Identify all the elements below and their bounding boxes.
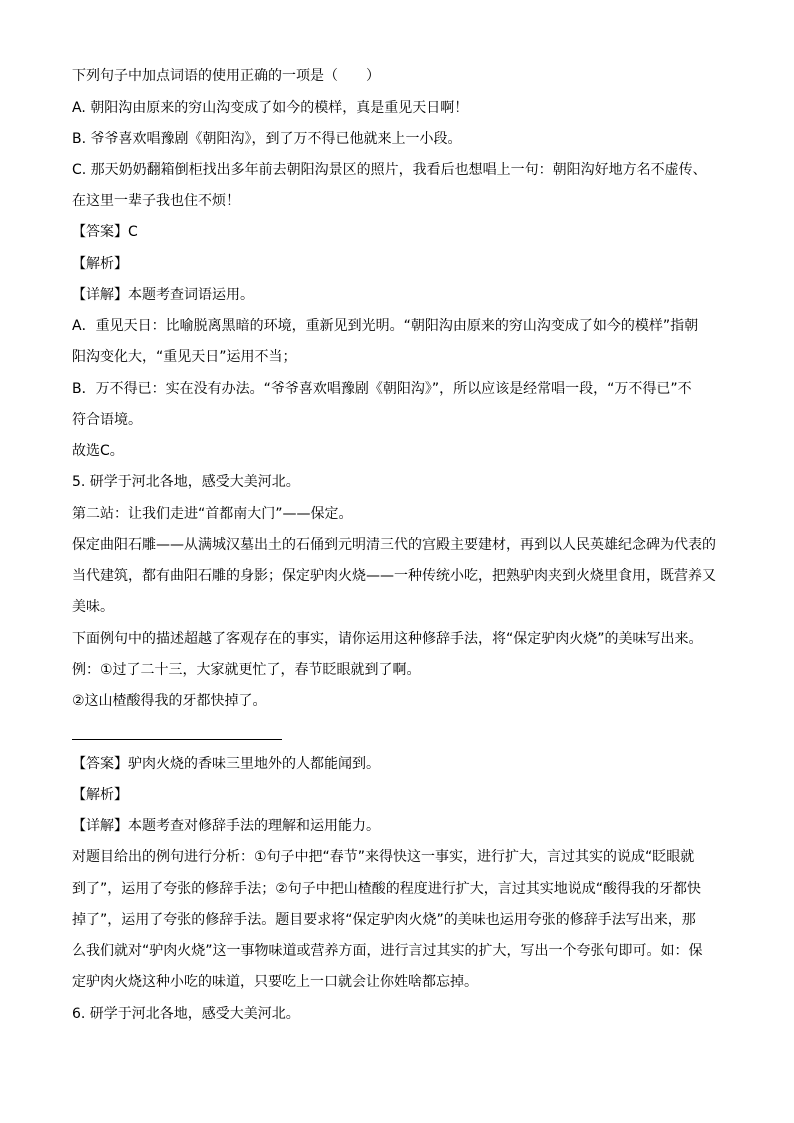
station-two: 第二站：让我们走进“首都南大门”——保定。: [72, 506, 353, 522]
option-c-line-2: 在这里一辈子我也住不烦！: [72, 193, 240, 209]
stone-carving-line-1: 保定曲阳石雕——从满城汉墓出土的石俑到元明清三代的宫殿主要建材，再到以人民英雄纪念碑为代表的: [72, 537, 716, 553]
question-5-prompt: 下面例句中的描述超越了客观存在的事实，请你运用这种修辞手法，将“保定驴肉火烧”的美味写出来。: [72, 631, 703, 647]
option-c-line-1: C. 那天奶奶翻箱倒柜找出多年前去朝阳沟景区的照片，我看后也想唱上一句：朝阳沟好地方名不虚传、: [72, 162, 707, 178]
stone-carving-line-3: 美味。: [72, 599, 114, 615]
detail-5-line-3: 掉了”，运用了夸张的修辞手法。题目要求将“保定驴肉火烧”的美味也运用夸张的修辞手法写出来，那: [72, 912, 696, 928]
choice-conclusion: 故选C。: [72, 443, 124, 459]
analysis-label-5: 【解析】: [72, 787, 128, 803]
example-2: ②这山楂酸得我的牙都快掉了。: [72, 693, 267, 709]
detail-5-line-5: 定驴肉火烧这种小吃的味道，只要吃上一口就会让你姓啥都忘掉。: [72, 974, 478, 990]
detail-label-5: 【详解】本题考查对修辞手法的理解和运用能力。: [72, 818, 380, 834]
question-6-heading: 6. 研学于河北各地，感受大美河北。: [72, 1006, 300, 1022]
question-stem: 下列句子中加点词语的使用正确的一项是（ ）: [72, 68, 380, 84]
detail-b-line-2: 符合语境。: [72, 412, 142, 428]
detail-5-line-1: 对题目给出的例句进行分析：①句子中把“春节”来得快这一事实，进行扩大，言过其实的说成“眨眼就: [72, 849, 695, 865]
answer-blank-line: [72, 739, 282, 740]
analysis-label: 【解析】: [72, 256, 128, 272]
question-5-heading: 5. 研学于河北各地，感受大美河北。: [72, 474, 300, 490]
detail-label: 【详解】本题考查词语运用。: [72, 287, 254, 303]
detail-5-line-2: 到了”，运用了夸张的修辞手法；②句子中把山楂酸的程度进行扩大，言过其实地说成“酸得我的牙都快: [72, 881, 702, 897]
example-1: 例：①过了二十三，大家就更忙了，春节眨眼就到了啊。: [72, 662, 421, 678]
option-a: A. 朝阳沟由原来的穷山沟变成了如今的模样，真是重见天日啊！: [72, 100, 469, 116]
detail-5-line-4: 么我们就对“驴肉火烧”这一事物味道或营养方面，进行言过其实的扩大，写出一个夸张句即可。如：保: [72, 943, 703, 959]
stone-carving-line-2: 当代建筑，都有曲阳石雕的身影；保定驴肉火烧——一种传统小吃，把熟驴肉夹到火烧里食用，既营养又: [72, 568, 716, 584]
detail-a-line-1: A．重见天日：比喻脱离黑暗的环境，重新见到光明。“朝阳沟由原来的穷山沟变成了如今的模样”指朝: [72, 318, 699, 334]
answer-label: 【答案】C: [72, 224, 138, 240]
detail-b-line-1: B．万不得已：实在没有办法。“爷爷喜欢唱豫剧《朝阳沟》”，所以应该是经常唱一段，“万不得已”不: [72, 381, 692, 397]
option-b: B. 爷爷喜欢唱豫剧《朝阳沟》，到了万不得已他就来上一小段。: [72, 131, 462, 147]
answer-5: 【答案】驴肉火烧的香味三里地外的人都能闻到。: [72, 756, 380, 772]
detail-a-line-2: 阳沟变化大，“重见天日”运用不当；: [72, 349, 297, 365]
